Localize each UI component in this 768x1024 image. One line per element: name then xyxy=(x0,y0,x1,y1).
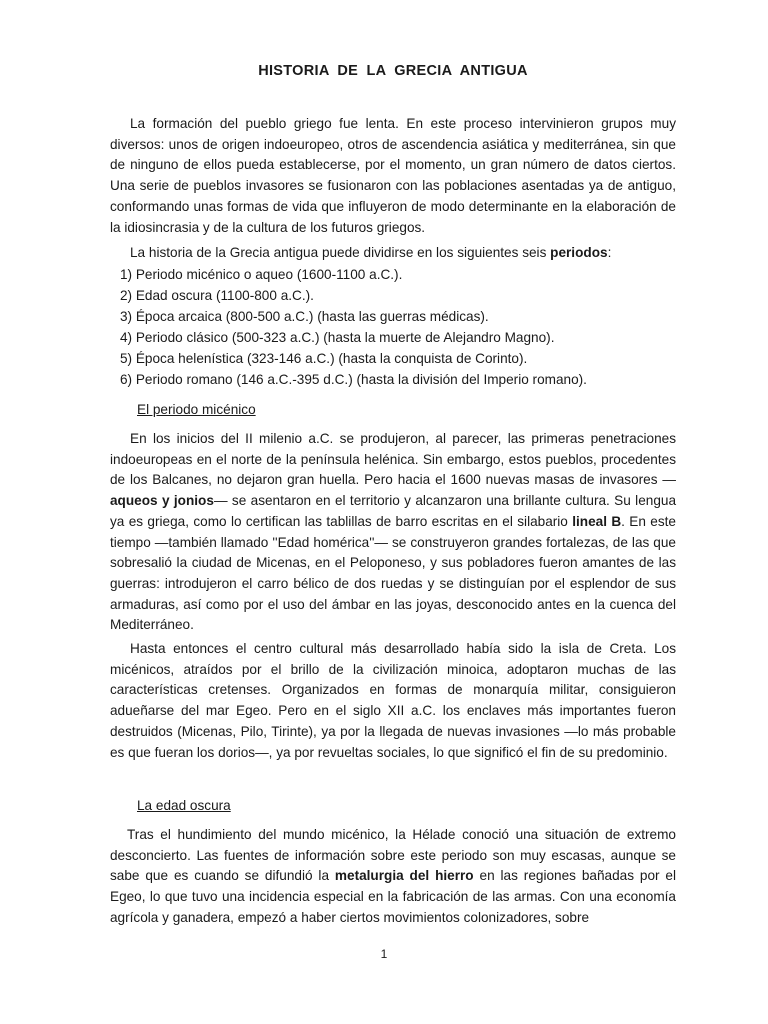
page-number: 1 xyxy=(380,947,388,961)
periods-intro-bold: periodos xyxy=(550,245,608,260)
bold-run: aqueos y jonios xyxy=(110,493,214,509)
list-item: 2) Edad oscura (1100-800 a.C.). xyxy=(120,287,314,303)
list-item: 3) Época arcaica (800-500 a.C.) (hasta las guerras médicas). xyxy=(120,308,489,324)
periods-intro-colon: : xyxy=(607,245,612,260)
list-item: 6) Periodo romano (146 a.C.-395 d.C.) (hasta la división del Imperio romano). xyxy=(120,371,587,387)
dark-age-paragraph-1 xyxy=(110,825,676,929)
bold-run: lineal B xyxy=(572,513,622,529)
text-run: Tras el hundimiento del mundo micénico, la Hélade conoció una situación de extremo desconcierto. Las fuentes de información sobre este periodo son muy escasas, aunque se sabe que es cuando se difundió la xyxy=(110,827,676,884)
periods-intro-text: La historia de la Grecia antigua puede dividirse en los siguientes seis xyxy=(130,245,551,260)
list-item: 5) Época helenística (323-146 a.C.) (hasta la conquista de Corinto). xyxy=(120,350,528,366)
mycenaean-paragraph-2: Hasta entonces el centro cultural más desarrollado había sido la isla de Creta. Los micénicos, atraídos por el brillo de la civilización minoica, adoptaron muchas de las características cretenses. Organizados en formas de monarquía militar, consiguieron adueñarse del mar Egeo. Pero en el siglo XII a.C. los enclaves más importantes fueron destruidos (Micenas, Pilo, Tirinte), ya por la llegada de nuevas invasiones —lo más probable es que fueran los dorios—, ya por revueltas sociales, lo que significó el fin de su predominio. xyxy=(110,641,676,760)
document-title: HISTORIA DE LA GRECIA ANTIGUA xyxy=(258,63,528,79)
text-run: en las regiones bañadas por el Egeo, lo que tuvo una incidencia especial en la fabricación de las armas. Con una economía agrícola y ganadera, empezó a haber ciertos movimientos colonizadores, sobre xyxy=(110,868,677,925)
periods-list xyxy=(120,265,587,390)
section-heading-mycenaean: El periodo micénico xyxy=(137,402,256,417)
bold-run: metalurgia del hierro xyxy=(334,868,474,884)
list-item: 1) Periodo micénico o aqueo (1600-1100 a.C.). xyxy=(120,267,403,282)
text-run: . En este tiempo —también llamado ''Edad homérica''— se construyeron grandes fortalezas, de las que sobresalió la ciudad de Micenas, en el Peloponeso, y sus pobladores fueron amantes de las guerras: introdujeron el carro bélico de dos ruedas y se distinguían por el esplendor de sus armaduras, así como por el uso del ámbar en las joyas, desconocido antes en la cuenca del Mediterráneo. xyxy=(110,513,676,633)
periods-intro xyxy=(110,243,676,264)
text-run: — se asentaron en el territorio y alcanzaron una brillante cultura. Su lengua ya es griega, como lo certifican las tablillas de barro escritas en el silabario xyxy=(110,493,677,529)
text-run: En los inicios del II milenio a.C. se produjeron, al parecer, las primeras penetraciones indoeuropeas en el norte de la península helénica. Sin embargo, estos pueblos, procedentes de los Balcanes, no dejaron gran huella. Pero hacia el 1600 nuevas masas de invasores — xyxy=(110,431,676,488)
intro-paragraph: La formación del pueblo griego fue lenta. En este proceso intervinieron grupos muy diversos: unos de origen indoeuropeo, otros de ascendencia asiática y mediterránea, sin que de ninguno de ellos pueda establecerse, por el momento, un gran número de datos ciertos. Una serie de pueblos invasores se fusionaron con las poblaciones asentadas ya de antiguo, conformando unas formas de vida que influyeron de modo determinante en la elaboración de la idiosincrasia y de la cultura de los futuros griegos. xyxy=(110,116,676,235)
mycenaean-paragraph-1 xyxy=(110,429,676,636)
list-item: 4) Periodo clásico (500-323 a.C.) (hasta la muerte de Alejandro Magno). xyxy=(120,329,555,345)
section-heading-dark-age: La edad oscura xyxy=(137,798,231,813)
